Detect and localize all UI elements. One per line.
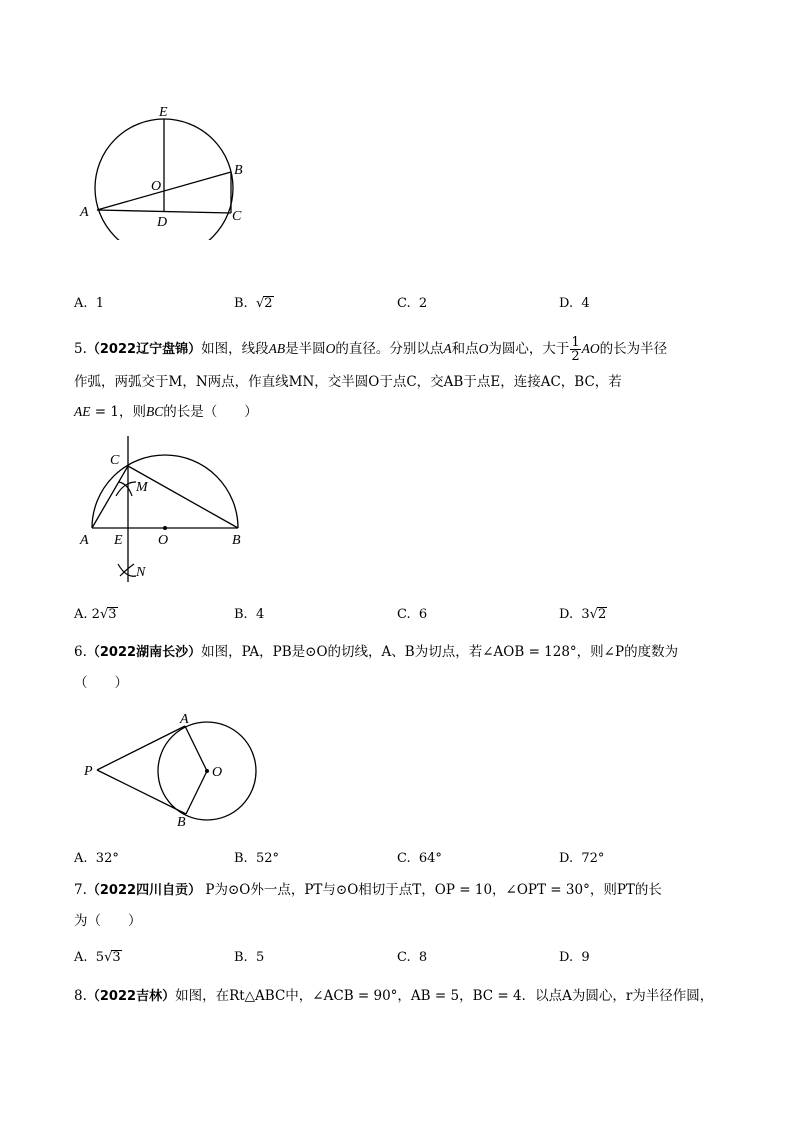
q5-line3: AE = 1，则BC的长是（ ） [74,404,258,420]
q6-radius-OA [185,726,207,771]
q8-line1: 8.（2022吉林）如图，在Rt△ABC中，∠ACB = 90°，AB = 5，BC = 4．以点A为圆心，r为半径作圆， [74,988,714,1004]
q6-label-B: B [177,815,186,830]
q4-label-B: B [234,163,243,178]
q5-options [74,607,714,627]
q6-option-c[interactable]: C. 64° [397,851,442,866]
q4-label-C: C [232,209,242,224]
q4-label-O: O [151,179,162,194]
q5-line1: 5.（2022辽宁盘锦）如图，线段AB是半圆O的直径。分别以点A和点O为圆心，大于 $\frac{1}{2}$ AO的长为半径 [74,335,668,364]
q4-label-D: D [157,215,168,230]
q6-label-O: O [212,765,223,780]
q7-line2: 为（ ） [74,913,142,929]
q6-options [74,851,714,871]
q7-line1: 7.（2022四川自贡） P为⊙O外一点，PT与⊙O相切于点T，OP = 10，∠OPT = 30°，则PT的长 [74,882,662,898]
q6-option-b[interactable]: B. 52° [234,851,279,866]
q6-radius-OB [186,771,207,814]
q5-line2: 作弧，两弧交于M，N两点，作直线MN，交半圆O于点C，交AB于点E，连接AC，BC，若 [74,374,622,390]
q6-option-d[interactable]: D. 72° [559,851,605,866]
q5-option-c[interactable]: C. 6 [397,607,428,622]
q7-option-d[interactable]: D. 9 [559,950,590,965]
q5-figure [72,432,262,592]
q5-label-C: C [110,453,120,468]
q4-option-c[interactable]: C. 2 [397,296,428,311]
q4-label-A: A [80,205,89,220]
q5-center-dot [163,526,167,530]
q4-option-d[interactable]: D. 4 [559,296,590,311]
q6-tangent-PB [97,770,186,814]
q5-label-B: B [232,533,241,548]
q4-label-E: E [159,105,168,120]
q5-fraction: $\frac{1}{2}$ [571,335,580,364]
q5-option-a[interactable]: A. 2√3 [74,607,117,622]
q4-options [74,296,714,316]
q5-option-b[interactable]: B. 4 [234,607,265,622]
q7-options [74,950,714,970]
q6-line2: （ ） [74,675,128,691]
q4-option-a[interactable]: A. 1 [74,296,105,311]
q6-label-P: P [84,764,93,779]
q5-label-O: O [158,533,169,548]
q5-chord-BC [128,466,238,528]
q6-center-dot [205,769,209,773]
q7-option-b[interactable]: B. 5 [234,950,265,965]
q5-label-M: M [136,480,148,495]
q5-chord-AC [92,466,128,528]
q6-option-a[interactable]: A. 32° [74,851,119,866]
q4-option-b[interactable]: B. √2 [234,296,273,311]
q5-label-N: N [136,565,146,580]
q5-label-A: A [80,533,89,548]
q5-arc-M [116,482,136,496]
q7-option-c[interactable]: C. 8 [397,950,428,965]
q6-tangent-PA [97,726,185,770]
q6-line1: 6.（2022湖南长沙）如图，PA，PB是⊙O的切线，A、B为切点，若∠AOB = 128°，则∠P的度数为 [74,644,679,660]
q5-label-E: E [114,533,123,548]
q5-option-d[interactable]: D. 3√2 [559,607,607,622]
q6-label-A: A [180,712,189,727]
q6-figure [80,708,270,833]
q7-option-a[interactable]: A. 5√3 [74,950,121,965]
q4-figure [70,100,260,240]
